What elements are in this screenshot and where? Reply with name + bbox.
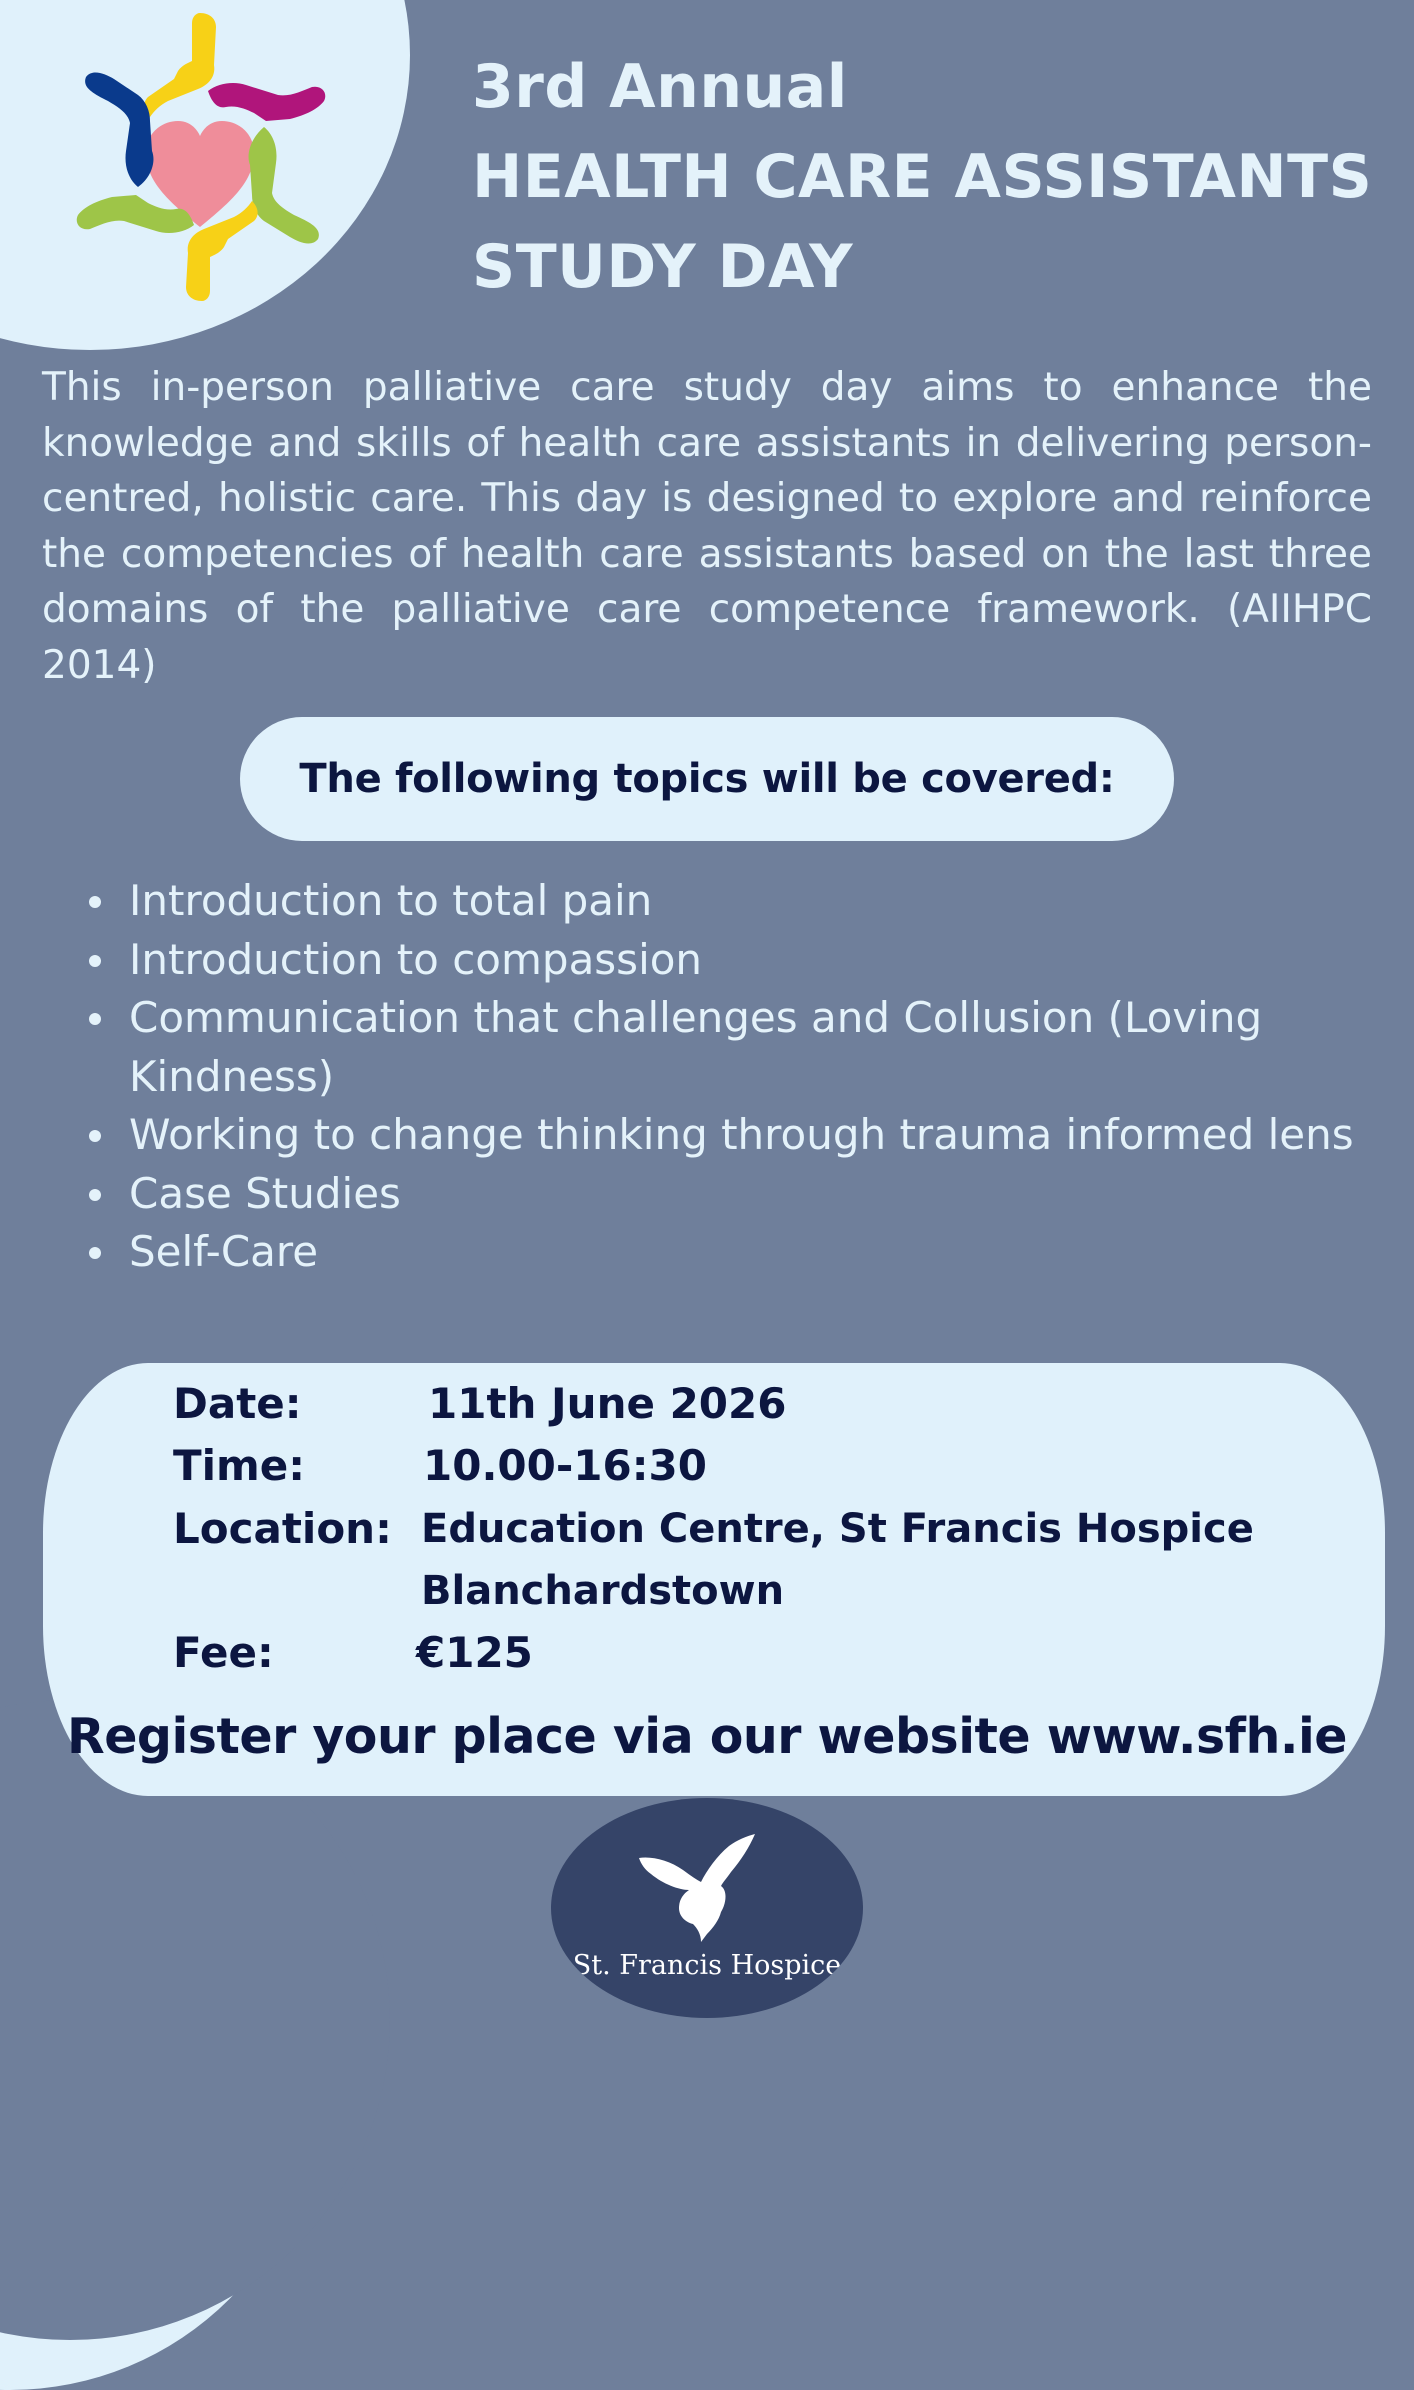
list-item: Case Studies	[84, 1165, 1394, 1224]
hospice-name: St. Francis Hospice	[572, 1950, 842, 1981]
fee-value: €125	[416, 1628, 533, 1677]
list-item: Working to change thinking through trauma informed lens	[84, 1106, 1394, 1165]
hospice-logo	[551, 1798, 863, 2018]
topics-heading: The following topics will be covered:	[299, 756, 1115, 802]
list-item: Introduction to compassion	[84, 931, 1394, 990]
list-item: Introduction to total pain	[84, 872, 1394, 931]
time-value: 10.00-16:30	[423, 1441, 707, 1490]
topics-heading-banner	[240, 717, 1174, 841]
bottom-corner-mask	[0, 1700, 390, 2340]
intro-paragraph: This in-person palliative care study day aims to enhance the knowledge and skills of health care assistants in delivering person-centred, holistic care. This day is designed to explore and reinforce the competencies of health care assistants based on the last three domains of the palliative care competence framework. (AIIHPC 2014)	[42, 365, 1372, 688]
date-value: 11th June 2026	[428, 1379, 787, 1428]
register-call-to-action[interactable]: Register your place via our website www.sfh.ie	[66, 1708, 1348, 1765]
time-label: Time:	[173, 1441, 306, 1490]
list-item: Self-Care	[84, 1223, 1394, 1282]
list-item: Communication that challenges and Collusion (Loving Kindness)	[84, 989, 1394, 1106]
topics-list	[84, 872, 1394, 1282]
title-line-3: STUDY DAY	[472, 232, 854, 302]
location-label: Location:	[173, 1504, 392, 1553]
location-value-line-1: Education Centre, St Francis Hospice	[421, 1506, 1254, 1552]
fee-label: Fee:	[173, 1628, 274, 1677]
date-label: Date:	[173, 1379, 302, 1428]
caring-hands-heart-icon	[50, 5, 350, 305]
title-line-2: HEALTH CARE ASSISTANTS	[472, 142, 1373, 212]
title-line-1: 3rd Annual	[472, 52, 848, 122]
location-value-line-2: Blanchardstown	[421, 1568, 785, 1614]
event-title	[472, 42, 1372, 312]
dove-icon	[551, 1798, 863, 1948]
